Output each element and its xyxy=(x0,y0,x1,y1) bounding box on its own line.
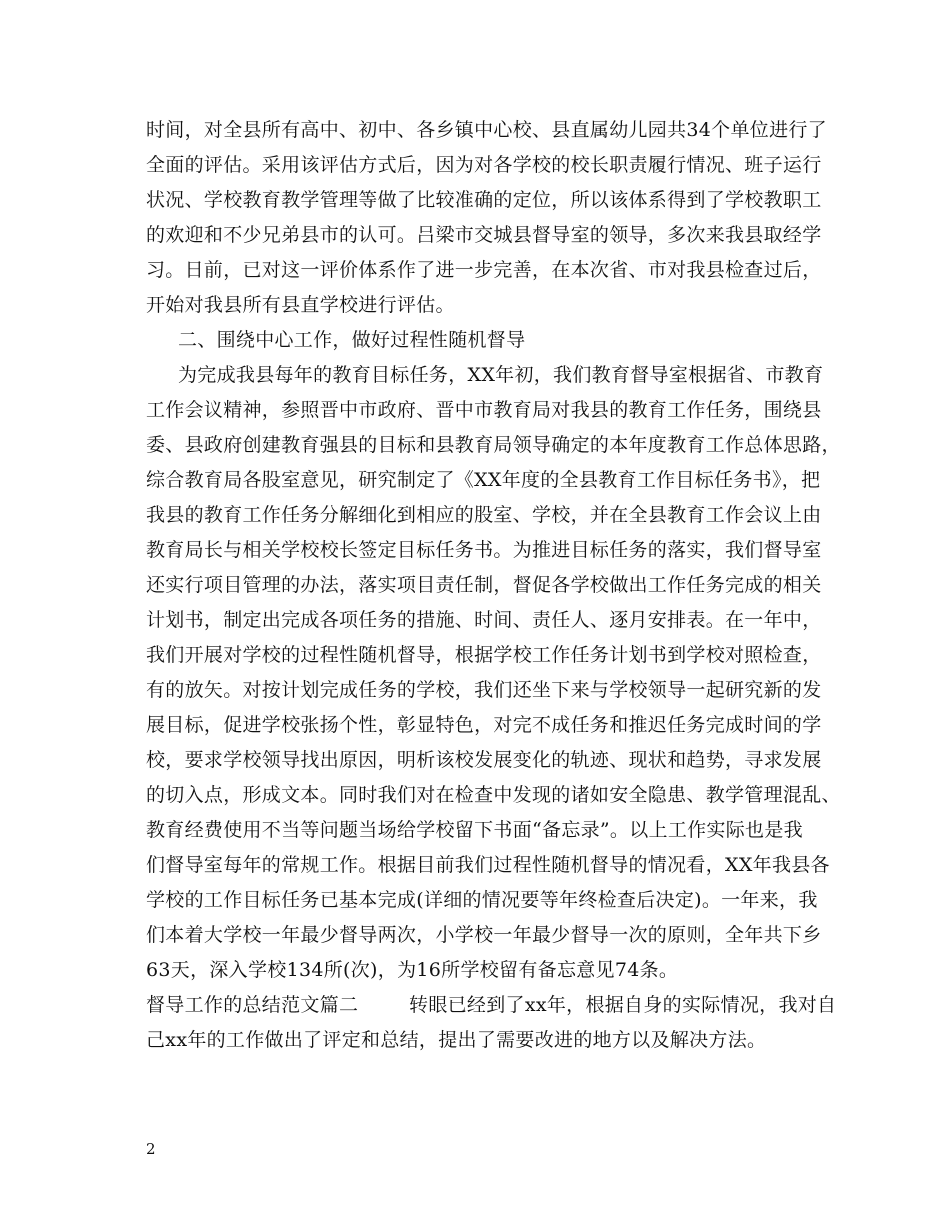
section-heading: 二、围绕中心工作，做好过程性随机督导 xyxy=(178,329,526,351)
body-line: 学校的工作目标任务已基本完成(详细的情况要等年终检查后决定)。一年来，我 xyxy=(146,889,818,911)
body-line: 63天，深入学校134所(次)，为16所学校留有备忘意见74条。 xyxy=(146,959,679,981)
body-line: 时间，对全县所有高中、初中、各乡镇中心校、县直属幼儿园共34个单位进行了 xyxy=(146,119,827,141)
body-line: 开始对我县所有县直学校进行评估。 xyxy=(146,294,455,316)
body-line: 工作会议精神，参照晋中市政府、晋中市教育局对我县的教育工作任务，围绕县 xyxy=(146,399,822,421)
page-number: 2 xyxy=(146,1140,156,1158)
body-line: 教育经费使用不当等问题当场给学校留下书面“备忘录”。以上工作实际也是我 xyxy=(146,819,803,841)
body-line: 综合教育局各股室意见，研究制定了《XX年度的全县教育工作目标任务书》，把 xyxy=(146,469,821,491)
body-line: 们督导室每年的常规工作。根据目前我们过程性随机督导的情况看，XX年我县各 xyxy=(146,854,830,876)
body-line: 委、县政府创建教育强县的目标和县教育局领导确定的本年度教育工作总体思路， xyxy=(146,434,841,456)
body-line: 全面的评估。采用该评估方式后，因为对各学校的校长职责履行情况、班子运行 xyxy=(146,154,822,176)
body-line: 我县的教育工作任务分解细化到相应的股室、学校，并在全县教育工作会议上由 xyxy=(146,504,822,526)
body-line: 们本着大学校一年最少督导两次，小学校一年最少督导一次的原则，全年共下乡 xyxy=(146,924,822,946)
body-line: 状况、学校教育教学管理等做了比较准确的定位，所以该体系得到了学校教职工 xyxy=(146,189,822,211)
body-line: 计划书，制定出完成各项任务的措施、时间、责任人、逐月安排表。在一年中， xyxy=(146,609,822,631)
body-line: 的欢迎和不少兄弟县市的认可。吕梁市交城县督导室的领导，多次来我县取经学 xyxy=(146,224,822,246)
body-line: 展目标，促进学校张扬个性，彰显特色，对完不成任务和推迟任务完成时间的学 xyxy=(146,714,822,736)
body-line: 为完成我县每年的教育目标任务，XX年初，我们教育督导室根据省、市教育 xyxy=(178,364,824,386)
body-line: 教育局长与相关学校校长签定目标任务书。为推进目标任务的落实，我们督导室 xyxy=(146,539,822,561)
body-line: 习。日前，已对这一评价体系作了进一步完善，在本次省、市对我县检查过后， xyxy=(146,259,822,281)
body-line: 校，要求学校领导找出原因，明析该校发展变化的轨迹、现状和趋势，寻求发展 xyxy=(146,749,822,771)
body-line: 还实行项目管理的办法，落实项目责任制，督促各学校做出工作任务完成的相关 xyxy=(146,574,822,596)
body-line: 督导工作的总结范文篇二 转眼已经到了xx年，根据自身的实际情况，我对自 xyxy=(146,994,837,1016)
body-line: 己xx年的工作做出了评定和总结，提出了需要改进的地方以及解决方法。 xyxy=(146,1029,767,1051)
body-line: 我们开展对学校的过程性随机督导，根据学校工作任务计划书到学校对照检查， xyxy=(146,644,822,666)
body-line: 有的放矢。对按计划完成任务的学校，我们还坐下来与学校领导一起研究新的发 xyxy=(146,679,822,701)
body-line: 的切入点，形成文本。同时我们对在检查中发现的诸如安全隐患、教学管理混乱、 xyxy=(146,784,841,806)
